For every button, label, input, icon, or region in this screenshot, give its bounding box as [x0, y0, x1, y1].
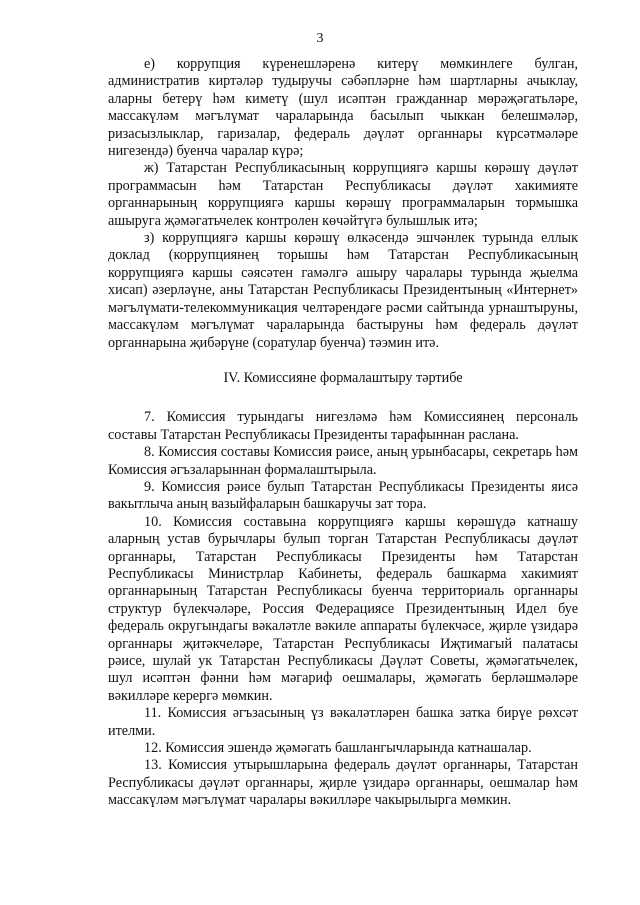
paragraph-12: 12. Комиссия эшендә җәмәгать башлангычларында катнашалар.: [144, 740, 532, 757]
document-body: [108, 56, 578, 810]
paragraph-z: з) коррупциягә каршы көрәшү өлкәсендә эшчәнлек турында еллык доклад (коррупциянең торышы һәм Татарстан Республикасының коррупциягә каршы сәясәтен гамәлгә ашыру чаралары турында җыелма хисап) әзерләүне, аны Татарстан Республикасы Президентының «Интернет» мәгълүмати-телекоммуникация челтәрендәге рәсми сайтында урнаштыруны, массакүләм мәгълүмат чараларында бастыруны һәм федераль дәүләт органнарына җибәрүне (соратулар буенча) тәэмин итә.: [108, 230, 578, 351]
page-number: 3: [316, 31, 324, 46]
section-heading: IV. Комиссияне формалаштыру тәртибе: [223, 369, 463, 386]
paragraph-8: 8. Комиссия составы Комиссия рәисе, аның урынбасары, секретарь һәм Комиссия әгъзаларыннан формалаштырыла.: [108, 444, 578, 478]
paragraph-11: 11. Комиссия әгъзасының үз вәкаләтләрен башка затка бирүе рөхсәт ителми.: [108, 705, 578, 739]
paragraph-e: е) коррупция күренешләренә китерү мөмкинлеге булган, административ киртәләр тудыручы сәбәпләрне һәм шартларны ачыклау, аларны бетерү һәм киметү (шул исәптән гражданнар мөрәҗәгатьләре, массакүләм мәгълүмат чараларында басылып чыккан белешмәләр, ризасызлыклар, гаризалар, федераль дәүләт органнары күрсәтмәләре нигезендә) буенча чаралар күрә;: [108, 56, 578, 160]
paragraph-9: 9. Комиссия рәисе булып Татарстан Республикасы Президенты яисә вакытлыча аның вазыйфаларын башкаручы зат тора.: [108, 478, 578, 513]
paragraph-7: 7. Комиссия турындагы нигезләмә һәм Комиссиянең персональ составы Татарстан Республикасы Президенты тарафыннан раслана.: [108, 409, 578, 443]
paragraph-10: 10. Комиссия составына коррупциягә каршы көрәшүдә катнашу аларның устав бурычлары булып торган Татарстан Республикасы дәүләт органнары, Татарстан Республикасы Президенты һәм Татарстан Республикасы Министрлар Кабинеты, федераль башкарма хакимият органнарының Татарстан Республикасы буенча территориаль органнары структур бүлекчәләре, Россия Федерациясе Президентының Идел буе федераль округындагы вәкаләтле вәкиле аппараты бүлекчәсе, җирле үзидарә органнары җитәкчеләре, Татарстан Республикасы Иҗтимагый палатасы рәисе, шулай ук Татарстан Республикасы Дәүләт Советы, җәмәгатьчелек, шул исәптән фәнни һәм мәгариф оешмалары, җәмәгать берләшмәләре вәкилләре керергә мөмкин.: [108, 513, 578, 704]
paragraph-13: 13. Комиссия утырышларына федераль дәүләт органнары, Татарстан Республикасы дәүләт органнары, җирле үзидарә органнары, оешмалар һәм массакүләм мәгълүмат чаралары вәкилләре чакырылырга мөмкин.: [108, 757, 578, 809]
paragraph-zh: ж) Татарстан Республикасының коррупциягә каршы көрәшү дәүләт программасын һәм Татарстан Республикасы дәүләт хакимияте органнарының коррупциягә каршы көрәшү программаларын тормышка ашыруга җәмәгатьчелек контролен көчәйтүгә булышлык итә;: [108, 160, 578, 229]
